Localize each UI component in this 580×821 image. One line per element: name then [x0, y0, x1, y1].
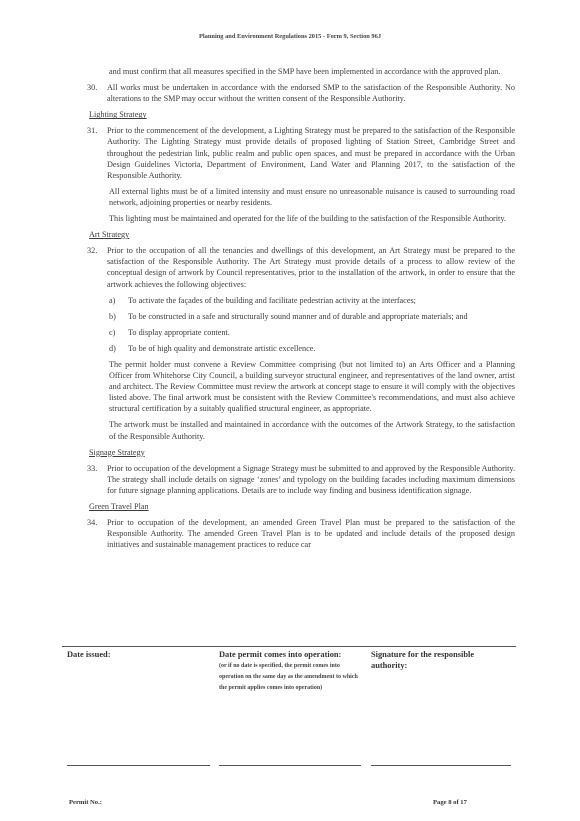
objective-letter: d): [109, 343, 116, 353]
condition-34: [89, 517, 515, 550]
condition-30: [89, 82, 515, 104]
signature-label: Signature for the responsible authority:: [371, 650, 475, 670]
condition-text: Prior to the occupation of all the tenancies and dwellings of this development, an Art Strategy must be prepared to the satisfaction of the Responsible Authority. The Art Strategy must provide details of a process to allow review of the conceptual design of artwork by Council representatives, prior to the installation of the artwork, in order to ensure that the artwork achieves the following objectives:: [107, 246, 515, 289]
lighting-paragraph-2: This lighting must be maintained and operated for the life of the building to the satisfaction of the Responsible Authority.: [109, 214, 506, 224]
document-body: [89, 66, 515, 555]
lighting-paragraph-1: All external lights must be of a limited intensity and must ensure no unreasonable nuisance is caused to surrounding road network, adjoining properties or nearby residents.: [109, 186, 515, 207]
permit-number-label: Permit No.:: [69, 799, 102, 806]
condition-number: 30.: [87, 83, 98, 93]
continued-paragraph: and must confirm that all measures specified in the SMP have been implemented in accordance with the approved plan.: [109, 67, 501, 76]
date-issued-line: [67, 765, 210, 766]
signature-line: [371, 765, 511, 766]
objective-letter: a): [109, 295, 116, 305]
date-operation-label: Date permit comes into operation:: [219, 650, 342, 659]
condition-32: [89, 245, 515, 289]
condition-33: [89, 463, 515, 496]
art-paragraph-2: The artwork must be installed and maintained in accordance with the outcomes of the Artwork Strategy, to the satisfaction of the Responsible Authority.: [109, 420, 515, 441]
objective-text: To be of high quality and demonstrate artistic excellence.: [128, 343, 316, 353]
objective-item: [109, 295, 515, 306]
objective-text: To activate the façades of the building and facilitate pedestrian activity at the interfaces;: [128, 295, 416, 305]
signature-column: [371, 649, 511, 671]
page-number: Page 8 of 17: [433, 799, 467, 806]
condition-text: Prior to the commencement of the development, a Lighting Strategy must be prepared to the satisfaction of the Responsible Authority. The Lighting Strategy must provide details of proposed lighting of Station Street, Cambridge Street and throughout the pedestrian link, public realm and public open spaces, and must be prepared in accordance with the Urban Design Guidelines Victoria, Department of Environment, Land Water and Planning 2017, to the satisfaction of the Responsible Authority.: [107, 126, 515, 180]
objective-letter: b): [109, 311, 116, 321]
date-operation-note: (or if no date is specified, the permit comes into operation on the same day as the amendment to which the permit applies comes into operation): [219, 663, 358, 691]
objective-text: To display appropriate content.: [128, 327, 230, 337]
condition-text: All works must be undertaken in accordance with the endorsed SMP to the satisfaction of the Responsible Authority. No alterations to the SMP may occur without the written consent of the Responsible Authority.: [107, 83, 515, 104]
objective-item: [109, 311, 515, 322]
section-heading-signage: Signage Strategy: [89, 447, 145, 457]
condition-number: 33.: [87, 463, 98, 473]
condition-text: Prior to occupation of the development, an amended Green Travel Plan must be prepared to the satisfaction of the Responsible Authority. The amended Green Travel Plan is to be updated and include details of the proposed design initiatives and sustainable management practices to reduce car: [107, 518, 515, 550]
condition-31: [89, 125, 515, 180]
objective-item: [109, 343, 515, 354]
date-issued-column: [67, 649, 207, 660]
section-heading-green-travel: Green Travel Plan: [89, 502, 149, 511]
art-paragraph-1: The permit holder must convene a Review Committee comprising (but not limited to) an Arts Officer and a Planning Officer from Whitehorse City Council, a building surveyor structural engineer, and representatives of the land owner, artist and architect. The Review Committee must review the artwork at concept stage to ensure it will comply with the objectives listed above. The final artwork must be consistent with the Review Committee's recommendations, and must also achieve structural certification by a suitably qualified structural engineer, as appropriate.: [109, 359, 515, 414]
condition-text: Prior to occupation of the development a Signage Strategy must be submitted to and approved by the Responsible Authority. The strategy shall include details on signage ‘zones’ and typology on the building facades including maximum dimensions for future signage planning applications. Details are to include way finding and business identification signage.: [107, 463, 515, 495]
page-header: Planning and Environment Regulations 2015 - Form 9, Section 96J: [198, 33, 382, 40]
condition-number: 32.: [87, 246, 98, 256]
condition-number: 34.: [87, 518, 98, 528]
condition-number: 31.: [87, 126, 98, 136]
signature-block-divider: [62, 646, 516, 647]
date-operation-line: [219, 765, 361, 766]
objective-text: To be constructed in a safe and structurally sound manner and of durable and appropriate materials; and: [128, 311, 468, 321]
date-issued-label: Date issued:: [67, 650, 111, 659]
section-heading-lighting: Lighting Strategy: [89, 110, 147, 120]
objective-letter: c): [109, 327, 116, 337]
objective-item: [109, 327, 515, 338]
section-heading-art: Art Strategy: [89, 230, 130, 240]
date-operation-column: [219, 649, 361, 694]
